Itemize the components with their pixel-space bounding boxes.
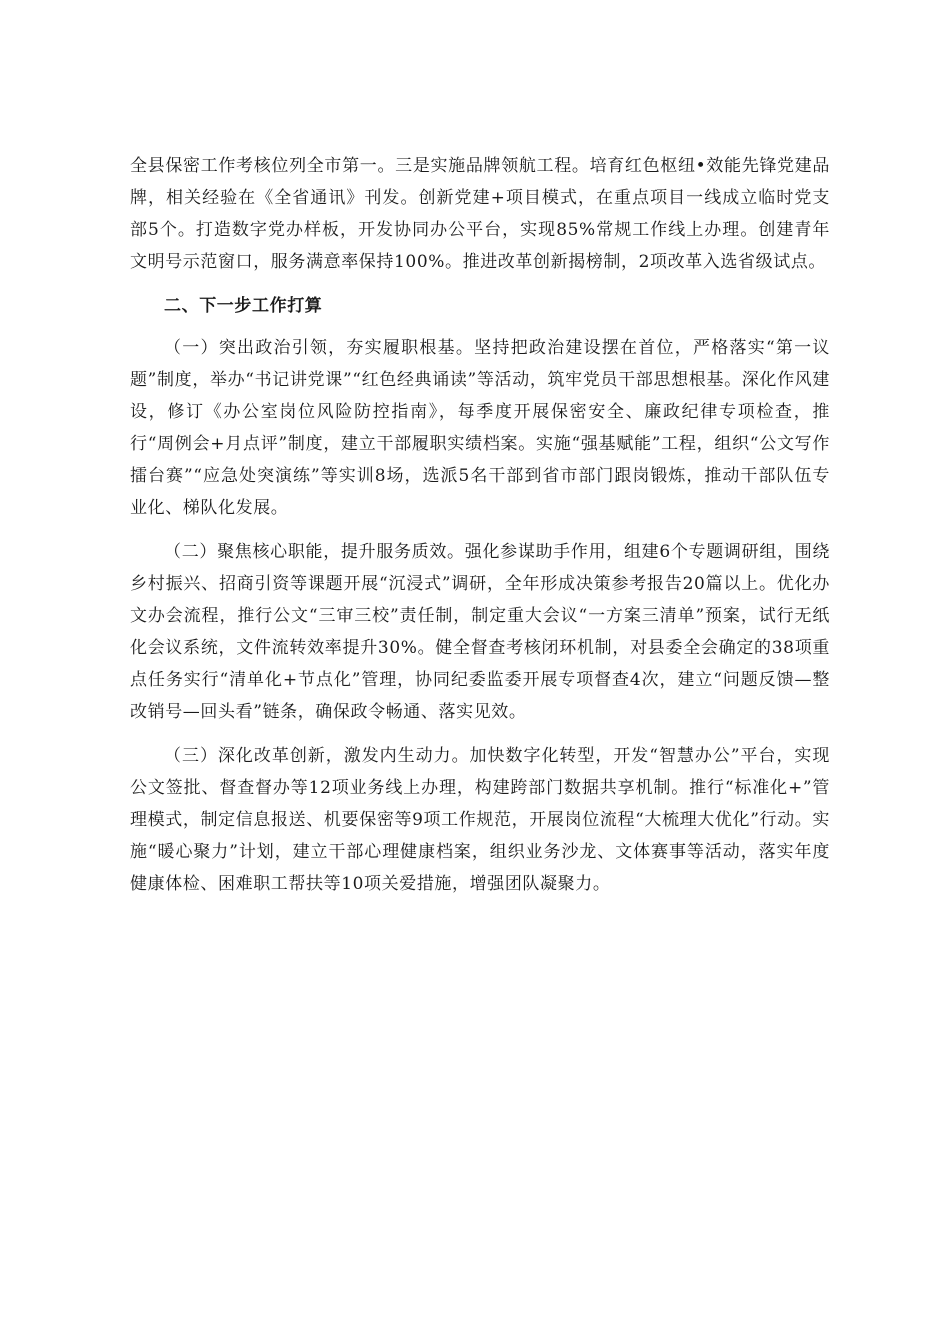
paragraph-reform-innovation: （三）深化改革创新，激发内生动力。加快数字化转型，开发“智慧办公”平台，实现公文签批、督查督办等12项业务线上办理，构建跨部门数据共享机制。推行“标准化+”管理模式，制定信息报送、机要保密等9项工作规范，开展岗位流程“大梳理大优化”行动。实施“暖心聚力”计划，建立干部心理健康档案，组织业务沙龙、文体赛事等活动，落实年度健康体检、困难职工帮扶等10项关爱措施，增强团队凝聚力。	[130, 746, 830, 894]
paragraph-core-functions: （二）聚焦核心职能，提升服务质效。强化参谋助手作用，组建6个专题调研组，围绕乡村振兴、招商引资等课题开展“沉浸式”调研，全年形成决策参考报告20篇以上。优化办文办会流程，推行公文“三审三校”责任制，制定重大会议“一方案三清单”预案，试行无纸化会议系统，文件流转效率提升30%。健全督查考核闭环机制，对县委全会确定的38项重点任务实行“清单化+节点化”管理，协同纪委监委开展专项督查4次，建立“问题反馈—整改销号—回头看”链条，确保政令畅通、落实见效。	[130, 542, 830, 722]
document-body	[130, 150, 830, 912]
paragraph-continuation: 全县保密工作考核位列全市第一。三是实施品牌领航工程。培育红色枢纽•效能先锋党建品牌，相关经验在《全省通讯》刊发。创新党建+项目模式，在重点项目一线成立临时党支部5个。打造数字党办样板，开发协同办公平台，实现85%常规工作线上办理。创建青年文明号示范窗口，服务满意率保持100%。推进改革创新揭榜制，2项改革入选省级试点。	[130, 156, 830, 272]
paragraph-political-leadership: （一）突出政治引领，夯实履职根基。坚持把政治建设摆在首位，严格落实“第一议题”制度，举办“书记讲党课”“红色经典诵读”等活动，筑牢党员干部思想根基。深化作风建设，修订《办公室岗位风险防控指南》，每季度开展保密安全、廉政纪律专项检查，推行“周例会+月点评”制度，建立干部履职实绩档案。实施“强基赋能”工程，组织“公文写作擂台赛”“应急处突演练”等实训8场，选派5名干部到省市部门跟岗锻炼，推动干部队伍专业化、梯队化发展。	[130, 338, 830, 518]
section-heading-next-steps: 二、下一步工作打算	[164, 296, 323, 316]
